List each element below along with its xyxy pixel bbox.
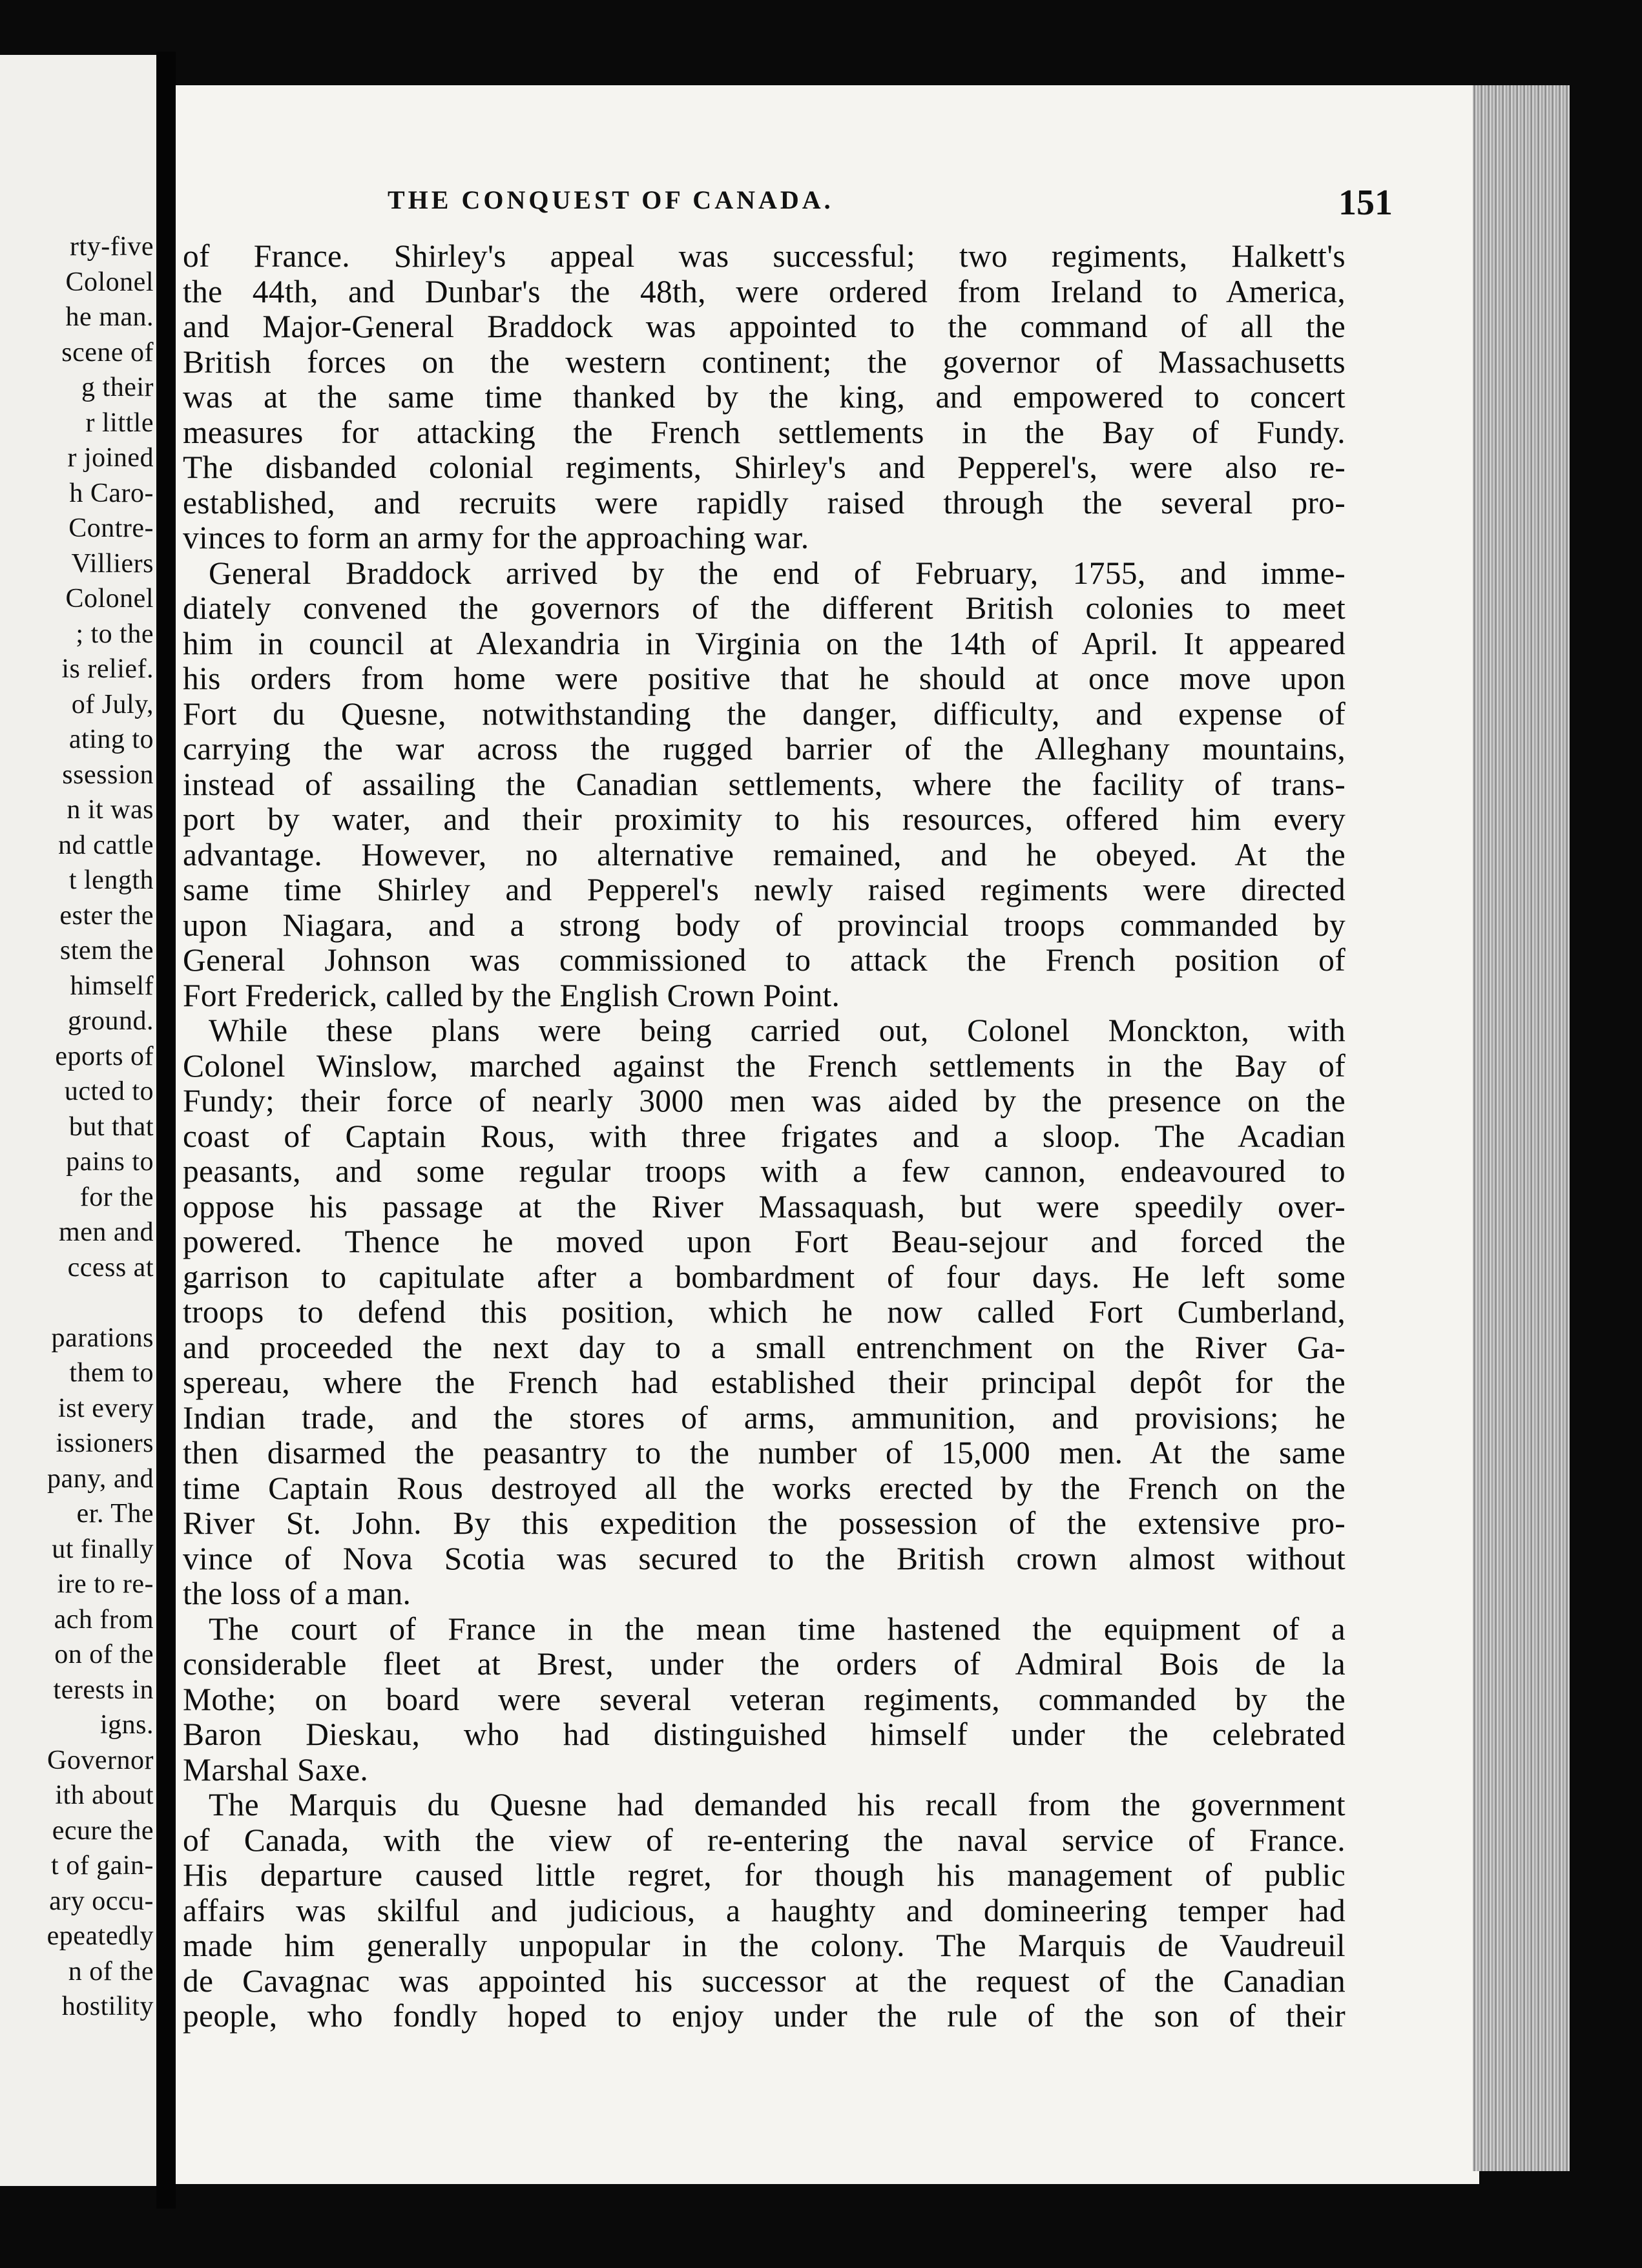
previous-page-line: ut finally <box>52 1534 154 1564</box>
text-line: General Johnson was commissioned to attack the French position of <box>183 942 1346 978</box>
previous-page-line: Contre- <box>68 513 154 543</box>
previous-page-line: on of the <box>54 1640 154 1669</box>
text-line: affairs was skilful and judicious, a haughty and domineering temper had <box>183 1892 1346 1928</box>
previous-page-line: n of the <box>68 1956 154 1986</box>
previous-page-line: issioners <box>56 1428 154 1458</box>
text-line: of Canada, with the view of re-entering the naval service of France. <box>183 1822 1346 1858</box>
book-gutter <box>156 52 176 2209</box>
text-line: Marshal Saxe. <box>183 1751 369 1788</box>
text-line: then disarmed the peasantry to the number of 15,000 men. At the same <box>183 1435 1346 1470</box>
text-line: time Captain Rous destroyed all the works erected by the French on the <box>183 1470 1346 1506</box>
previous-page-text <box>0 229 154 2025</box>
text-line: his orders from home were positive that he should at once move upon <box>183 661 1346 696</box>
text-line: Mothe; on board were several veteran regiments, commanded by the <box>183 1681 1346 1717</box>
text-line: and Major-General Braddock was appointed to the command of all the <box>183 309 1346 344</box>
text-line: vinces to form an army for the approaching war. <box>183 520 809 555</box>
text-line: troops to defend this position, which he now called Fort Cumberland, <box>183 1294 1346 1330</box>
previous-page-line: ire to re- <box>57 1569 154 1599</box>
previous-page-line: pains to <box>66 1147 154 1177</box>
text-line: Baron Dieskau, who had distinguished himself under the celebrated <box>183 1716 1346 1752</box>
previous-page-line: is relief. <box>61 654 154 684</box>
text-line: While these plans were being carried out, Colonel Monckton, with <box>209 1013 1346 1048</box>
previous-page-line: for the <box>79 1182 154 1212</box>
text-line: advantage. However, no alternative remained, and he obeyed. At the <box>183 836 1346 872</box>
text-line: powered. Thence he moved upon Fort Beau-sejour and forced the <box>183 1224 1346 1259</box>
previous-page-line: t length <box>68 865 154 895</box>
text-line: of France. Shirley's appeal was successful; two regiments, Halkett's <box>183 238 1346 274</box>
text-line: spereau, where the French had established their principal depôt for the <box>183 1365 1346 1400</box>
previous-page-line: men and <box>59 1217 154 1247</box>
text-line: Colonel Winslow, marched against the French settlements in the Bay of <box>183 1047 1346 1084</box>
previous-page-line: terests in <box>53 1675 154 1705</box>
text-line: the loss of a man. <box>183 1576 411 1611</box>
previous-page-line: but that <box>68 1111 154 1142</box>
text-line: Fort du Quesne, notwithstanding the danger, difficulty, and expense of <box>183 696 1346 732</box>
previous-page-line: of July, <box>71 689 154 719</box>
running-head: THE CONQUEST OF CANADA. <box>388 185 834 214</box>
text-line: General Braddock arrived by the end of February, 1755, and imme- <box>209 555 1346 591</box>
previous-page-line: ating to <box>68 725 154 754</box>
text-line: diately convened the governors of the different British colonies to meet <box>183 590 1346 626</box>
text-line: measures for attacking the French settlements in the Bay of Fundy. <box>183 414 1346 450</box>
text-line: peasants, and some regular troops with a few cannon, endeavoured to <box>183 1153 1346 1189</box>
text-line: same time Shirley and Pepperel's newly raised regiments were directed <box>183 872 1346 907</box>
previous-page-line: eports of <box>55 1041 154 1071</box>
text-line: de Cavagnac was appointed his successor at the request of the Canadian <box>183 1963 1346 1999</box>
previous-page-line: ary occu- <box>49 1886 154 1916</box>
text-line: Fundy; their force of nearly 3000 men was aided by the presence on the <box>183 1083 1346 1119</box>
text-line: vince of Nova Scotia was secured to the British crown almost without <box>183 1540 1346 1576</box>
previous-page <box>0 55 156 2186</box>
previous-page-line <box>0 1285 154 1321</box>
previous-page-line: himself <box>70 971 154 1001</box>
text-line: upon Niagara, and a strong body of provincial troops commanded by <box>183 907 1346 943</box>
body-text <box>183 239 1346 2034</box>
previous-page-line: h Caro- <box>69 478 154 508</box>
previous-page-line: r little <box>85 407 154 438</box>
text-line: people, who fondly hoped to enjoy under the rule of the son of their <box>183 1998 1346 2034</box>
previous-page-line: Governor <box>47 1745 154 1775</box>
previous-page-line: r joined <box>67 443 154 473</box>
previous-page-line: scene of <box>61 337 154 367</box>
previous-page-line: nd cattle <box>58 830 154 860</box>
previous-page-line: epeatedly <box>47 1921 154 1951</box>
text-line: His departure caused little regret, for though his management of public <box>183 1857 1346 1893</box>
previous-page-line: Colonel <box>65 584 154 613</box>
text-line: established, and recruits were rapidly raised through the several pro- <box>183 484 1346 521</box>
text-line: oppose his passage at the River Massaquash, but were speedily over- <box>183 1188 1346 1224</box>
text-line: coast of Captain Rous, with three frigates and a sloop. The Acadian <box>183 1118 1346 1154</box>
text-line: British forces on the western continent; the governor of Massachusetts <box>183 344 1346 380</box>
previous-page-line: Colonel <box>65 267 154 297</box>
previous-page-line: parations <box>51 1323 154 1353</box>
previous-page-line: them to <box>69 1358 154 1388</box>
previous-page-line: ith about <box>55 1780 154 1810</box>
previous-page-line: er. The <box>76 1499 154 1529</box>
previous-page-line: ccess at <box>67 1252 154 1283</box>
previous-page-line: ground. <box>68 1006 154 1036</box>
text-line: and proceeded the next day to a small entrenchment on the River Ga- <box>183 1329 1346 1365</box>
previous-page-line: ester the <box>59 900 154 931</box>
previous-page-line: he man. <box>65 302 154 332</box>
text-line: instead of assailing the Canadian settlements, where the facility of trans- <box>183 766 1346 802</box>
previous-page-line: rty-five <box>70 232 154 262</box>
text-line: Fort Frederick, called by the English Crown Point. <box>183 977 840 1013</box>
text-line: him in council at Alexandria in Virginia on the 14th of April. It appeared <box>183 625 1346 661</box>
previous-page-line: igns. <box>99 1710 154 1740</box>
previous-page-line: ssession <box>62 759 154 790</box>
text-line: made him generally unpopular in the colony. The Marquis de Vaudreuil <box>183 1928 1346 1963</box>
text-line: considerable fleet at Brest, under the orders of Admiral Bois de la <box>183 1646 1346 1682</box>
previous-page-line: t of gain- <box>51 1851 154 1881</box>
previous-page-line: hostility <box>61 1992 154 2021</box>
text-line: port by water, and their proximity to his resources, offered him every <box>183 801 1346 837</box>
previous-page-line: Villiers <box>71 548 154 579</box>
previous-page-line: n it was <box>67 795 154 825</box>
previous-page-line: g their <box>81 373 154 402</box>
previous-page-line: ecure the <box>52 1815 154 1846</box>
text-line: Indian trade, and the stores of arms, ammunition, and provisions; he <box>183 1399 1346 1436</box>
text-line: the 44th, and Dunbar's the 48th, were ordered from Ireland to America, <box>183 273 1346 309</box>
previous-page-line: ucted to <box>64 1077 154 1106</box>
text-line: garrison to capitulate after a bombardment of four days. He left some <box>183 1259 1346 1295</box>
text-line: was at the same time thanked by the king, and empowered to concert <box>183 379 1346 415</box>
previous-page-line: pany, and <box>47 1463 154 1494</box>
page-number: 151 <box>1338 183 1393 223</box>
text-line: carrying the war across the rugged barrier of the Alleghany mountains, <box>183 731 1346 767</box>
previous-page-line: ist every <box>58 1393 154 1423</box>
page-edges <box>1473 85 1570 2171</box>
text-line: The court of France in the mean time hastened the equipment of a <box>209 1611 1346 1647</box>
previous-page-line: ; to the <box>76 619 154 649</box>
previous-page-line: ach from <box>54 1604 154 1634</box>
text-line: River St. John. By this expedition the possession of the extensive pro- <box>183 1505 1346 1541</box>
text-line: The disbanded colonial regiments, Shirley's and Pepperel's, were also re- <box>183 449 1346 485</box>
previous-page-line: stem the <box>59 936 154 965</box>
text-line: The Marquis du Quesne had demanded his recall from the government <box>209 1787 1346 1822</box>
